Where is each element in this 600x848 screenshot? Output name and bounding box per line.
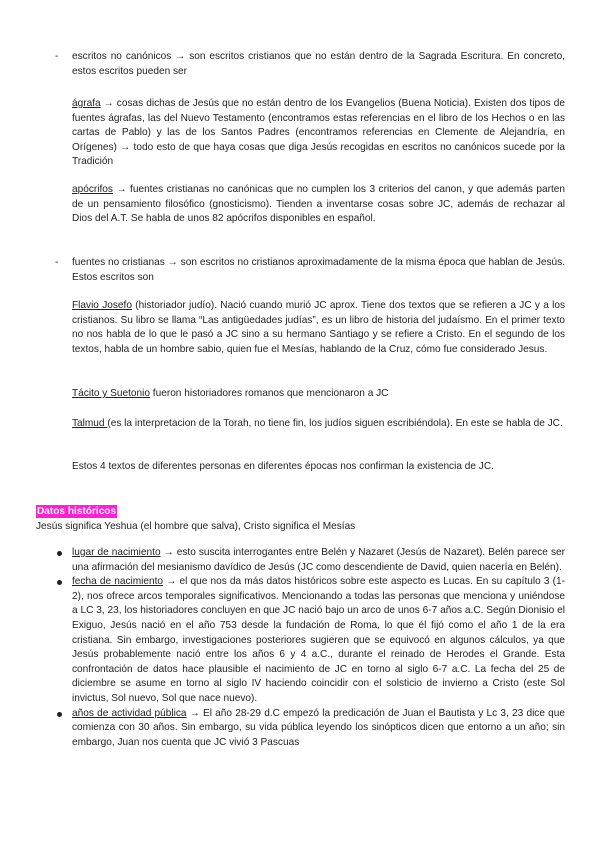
bullet-icon xyxy=(57,551,62,556)
talmud-term: Talmud xyxy=(72,418,108,429)
section-heading: Datos históricos xyxy=(37,506,117,517)
list-item-fuentes-no-cristianas xyxy=(55,256,565,285)
dash-marker: - xyxy=(55,257,59,268)
bullet-term: fecha de nacimiento xyxy=(72,576,164,588)
tacito-paragraph xyxy=(72,387,565,402)
bullet-icon xyxy=(57,712,62,717)
josefo-paragraph xyxy=(72,299,565,357)
bullet-term: lugar de nacimiento xyxy=(72,547,161,558)
list-item-escritos-no-canonicos xyxy=(55,50,565,79)
talmud-text: (es la interpretacion de la Torah, no tiene fin, los judíos siguen escribiéndola). En este se habla de JC. xyxy=(107,418,563,429)
bullet-text: → esto suscita interrogantes entre Belén y Nazaret (Jesús de Nazaret). Belén parece ser una afirmación del mesianismo davídico de Jesús (JC como descendiente de David, quien nacería en Belén). xyxy=(72,547,565,573)
agrafa-paragraph xyxy=(72,97,565,170)
conclusion-paragraph: Estos 4 textos de diferentes personas en diferentes épocas nos confirman la existencia de JC. xyxy=(72,461,494,472)
talmud-paragraph xyxy=(72,417,565,432)
apocrifos-paragraph xyxy=(72,183,565,227)
list-item xyxy=(55,546,565,575)
section-subtitle: Jesús significa Yeshua (el hombre que salva), Cristo significa el Mesías xyxy=(36,521,356,532)
bullet-icon xyxy=(57,580,62,585)
apocrifos-text: → fuentes cristianas no canónicas que no cumplen los 3 criterios del canon, y que además parten de un pensamiento filosófico (gnosticismo). Tienden a inventarse cosas sobre JC, además de rechazar al Dios del A.T. Se habla de unos 82 apócrifos disponibles en español. xyxy=(72,184,565,225)
escritos-no-canonicos-text: escritos no canónicos → son escritos cristianos que no están dentro de la Sagrada Escritura. En concreto, estos escritos pueden ser xyxy=(72,51,565,77)
bullet-text: → El año 28-29 d.C empezó la predicación de Juan el Bautista y Lc 3, 23 dice que comienza con 30 años. Sin embargo, su vida pública leyendo los sinópticos dicen que entorno a un año; sin embargo, Juan nos cuenta que JC vivió 3 Pascuas xyxy=(72,707,566,748)
bullet-term: años de actividad pública xyxy=(72,707,187,719)
bullet-text: → el que nos da más datos históricos sobre este aspecto es Lucas. En su capítulo 3 (1-2), nos ofrece arcos temporales significativos. Mencionando a todas las personas que menciona y uniéndose a LC 3, 23, los historiadores concluyen en que JC nació bajo un arco de unos 6-7 años a.C. Según Dionisio el Exiguo, Jesús nació en el año 753 desde la fundación de Roma, lo que él fijó como el año 1 de la era cristiana. Sin embargo, investigaciones posteriores sugieren que se equivocó en algunos cálculos, ya que Jesús probablemente nació entre los años 6 y 4 a.C., durante el reinado de Herodes el Grande. Esta confrontación de datos hace plausible el nacimiento de JC en torno al siglo 6-7 a.C. La fecha del 25 de diciembre se asume en torno al siglo IV haciendo coincidir con el solsticio de invierno a Cristo (este Sol invictus, Sol nuevo, Sol que nace nuevo). xyxy=(72,576,566,704)
tacito-term: Tácito y Suetonio xyxy=(72,388,150,399)
apocrifos-term: apócrifos xyxy=(72,184,113,195)
fuentes-no-cristianas-text: fuentes no cristianas → son escritos no cristianos aproximadamente de la misma época que hablan de Jesús. Estos escritos son xyxy=(72,257,565,283)
bullet-list xyxy=(55,546,565,750)
list-item xyxy=(55,707,565,751)
josefo-text: (historiador judío). Nació cuando murió JC aprox. Tiene dos textos que se refieren a JC y a los cristianos. Su libro se llama “Las antigüedades judías”, es un libro de historia del judaísmo. En el primer texto no nos habla de lo que le pasó a JC sino a su hermano Santiago y se refiere a Cristo. En el segundo de los textos, habla de un hombre sabio, quien fue el Mesías, hablando de la Cruz, cómo fue considerado Jesus. xyxy=(72,300,565,355)
josefo-term: Flavio Josefo xyxy=(72,300,132,311)
agrafa-text: → cosas dichas de Jesús que no están dentro de los Evangelios (Buena Noticia). Existen dos tipos de fuentes ágrafas, las del Nuevo Testamento (encontramos estas referencias en el libro de los Hechos o en las cartas de Pablo) y las de los Santos Padres (encontramos referencias en Clemente de Alejandría, en Orígenes) → todo esto de que haya cosas que diga Jesús recogidas en escritos no canónicos sucede por la Tradición xyxy=(72,98,565,168)
list-item xyxy=(55,575,565,706)
agrafa-term: ágrafa xyxy=(72,98,101,109)
dash-marker: - xyxy=(55,51,59,62)
tacito-text: fueron historiadores romanos que mencionaron a JC xyxy=(150,388,389,399)
